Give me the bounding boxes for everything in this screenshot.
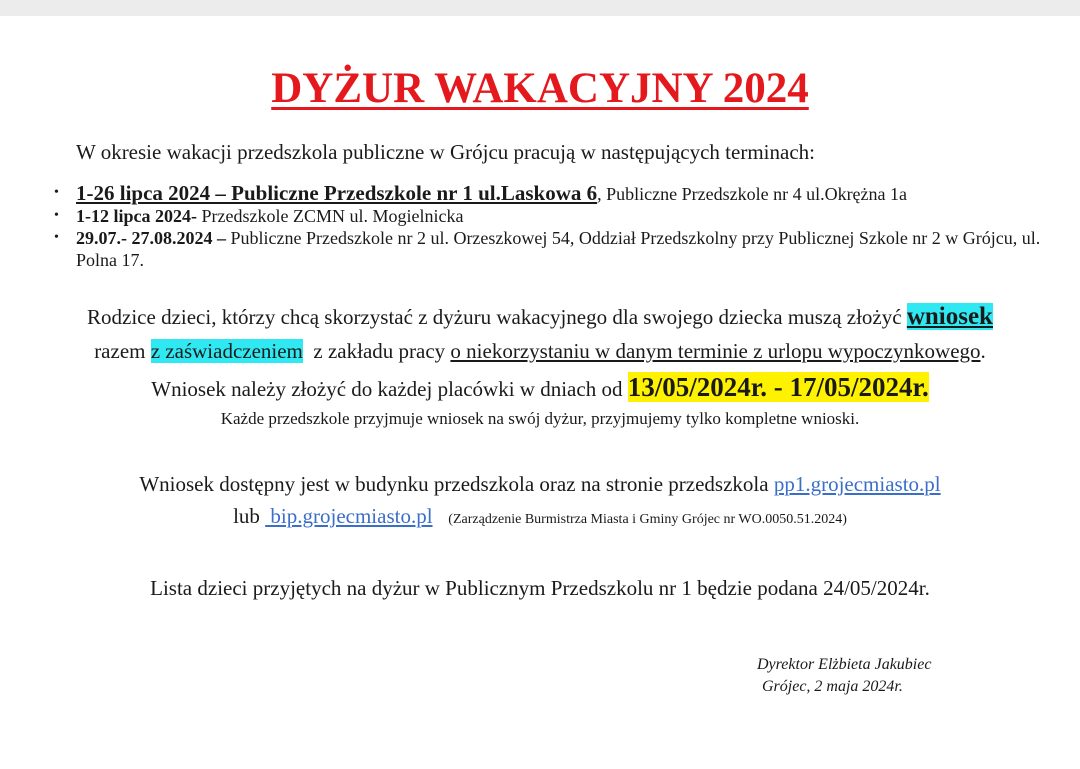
list-item: • 29.07.- 27.08.2024 – Publiczne Przedszkole nr 2 ul. Orzeszkowej 54, Oddział Przedszkolny przy Publicznej Szkole nr 2 w Grójcu, ul. Polna 17. bbox=[52, 227, 1052, 271]
page-title: DYŻUR WAKACYJNY 2024 bbox=[271, 65, 809, 112]
complete-note: Każde przedszkole przyjmuje wniosek na swój dyżur, przyjmujemy tylko kompletne wnioski. bbox=[220, 409, 860, 428]
list-note: Lista dzieci przyjętych na dyżur w Publicznym Przedszkolu nr 1 będzie podana 24/05/2024r. bbox=[150, 576, 930, 600]
availability-paragraph: Wniosek dostępny jest w budynku przedszkola oraz na stronie przedszkola pp1.grojecmiasto.pl lub bip.grojecmiasto.pl (Zarządzenie Burmistrza Miasta i Gminy Grójec nr WO.0050.51.2024) bbox=[139, 472, 941, 528]
list-item: • 1-12 lipca 2024- Przedszkole ZCMN ul. Mogielnicka bbox=[52, 205, 1052, 227]
deadline-dates: 13/05/2024r. - 17/05/2024r. bbox=[627, 372, 929, 402]
decree-note: (Zarządzenie Burmistrza Miasta i Gminy Grójec nr WO.0050.51.2024) bbox=[448, 512, 847, 527]
parents-paragraph: Rodzice dzieci, którzy chcą skorzystać z dyżuru wakacyjnego dla swojego dziecka muszą złożyć wniosek razem z zaświadczeniem z zakładu pracy o niekorzystaniu w danym terminie z urlopu wypoczynkowego. bbox=[87, 303, 993, 363]
list-item: • 1-26 lipca 2024 – Publiczne Przedszkole nr 1 ul.Laskowa 6, Publiczne Przedszkole nr 4 ul.Okrężna 1a bbox=[52, 182, 1052, 205]
zaswiadczenie-highlight: z zaświadczeniem bbox=[150, 339, 303, 363]
deadline-paragraph: Wniosek należy złożyć do każdej placówki w dniach od 13/05/2024r. - 17/05/2024r. bbox=[151, 372, 929, 402]
signature-name: Dyrektor Elżbieta Jakubiec bbox=[757, 656, 932, 673]
wniosek-highlight: wniosek bbox=[906, 303, 993, 330]
pp1-link[interactable]: pp1.grojecmiasto.pl bbox=[773, 472, 941, 496]
bip-link[interactable]: bip.grojecmiasto.pl bbox=[265, 504, 433, 528]
schedule-list bbox=[52, 182, 1052, 271]
top-bar bbox=[0, 0, 1080, 16]
signature bbox=[757, 654, 931, 698]
intro-text: W okresie wakacji przedszkola publiczne w Grójcu pracują w następujących terminach: bbox=[76, 140, 815, 164]
signature-place-date: Grójec, 2 maja 2024r. bbox=[762, 678, 903, 695]
